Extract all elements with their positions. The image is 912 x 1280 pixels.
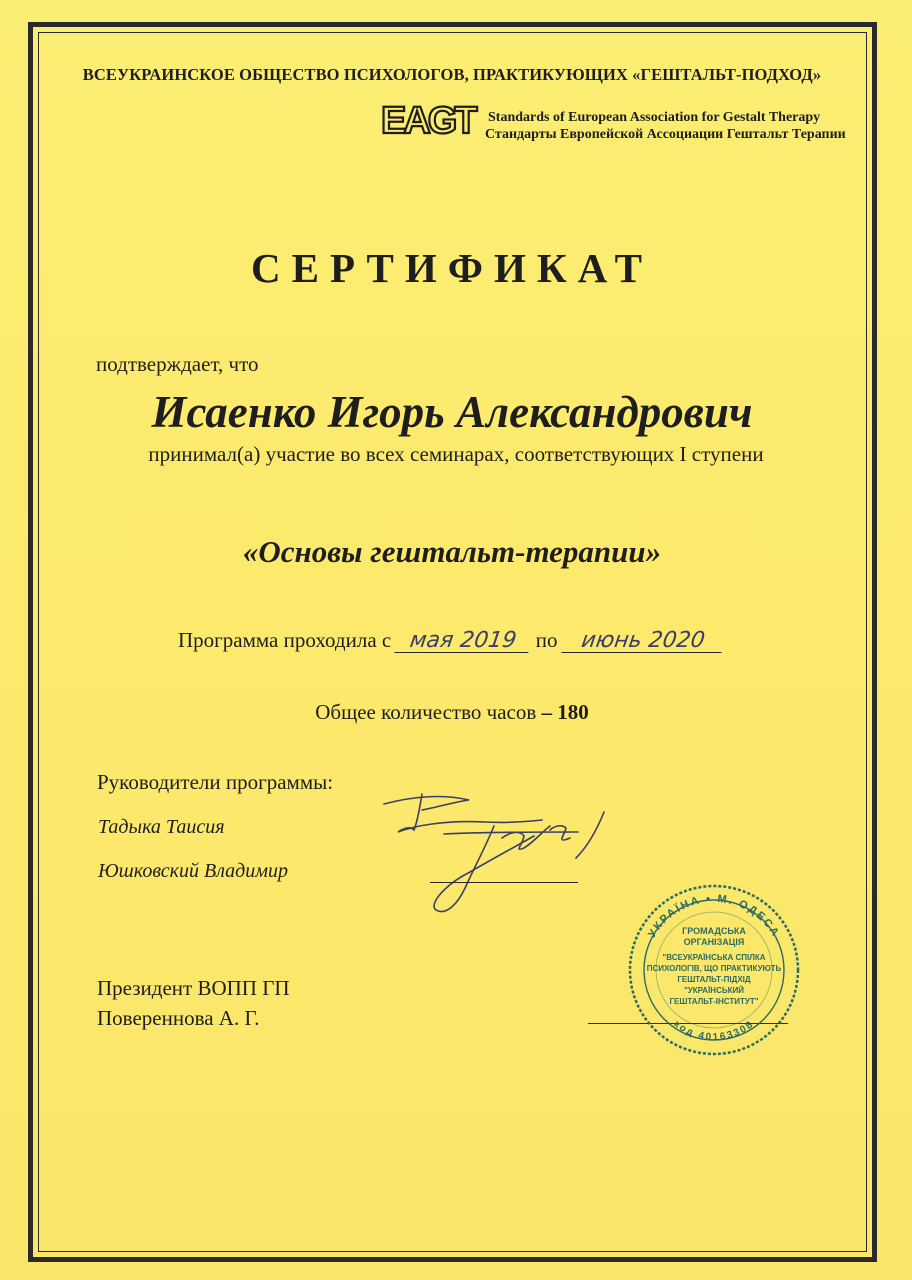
leader-name: Тадыка Таисия: [98, 816, 225, 838]
leader-name: Юшковский Владимир: [98, 860, 289, 882]
seal-line: ГЕШТАЛЬТ-ІНСТИТУТ": [669, 997, 759, 1006]
total-hours: [0, 700, 904, 725]
recipient-name: Исаенко Игорь Александрович: [151, 387, 753, 437]
hours-dash: –: [541, 700, 553, 724]
organization-name: ВСЕУКРАИНСКОЕ ОБЩЕСТВО ПСИХОЛОГОВ, ПРАКТИКУЮЩИХ «ГЕШТАЛЬТ-ПОДХОД»: [82, 65, 822, 84]
hours-value: 180: [557, 700, 589, 724]
seal-line: "ВСЕУКРАЇНСЬКА СПІЛКА: [662, 953, 766, 962]
president-title: Президент ВОПП ГП: [97, 976, 290, 1000]
seal-line: ОРГАНІЗАЦІЯ: [683, 937, 745, 947]
eagt-logo-icon: [379, 100, 483, 140]
program-prefix: Программа проходила с: [178, 628, 392, 652]
seal-outer-bottom: код 40163308: [671, 1018, 757, 1044]
seal-line: ПСИХОЛОГІВ, ЩО ПРАКТИКУЮТЬ: [646, 964, 782, 973]
program-end-handwritten: июнь 2020: [561, 630, 724, 653]
program-mid: по: [535, 628, 558, 652]
signature-line: [430, 882, 578, 883]
handwritten-signature-icon: [374, 786, 624, 926]
hours-label: Общее количество часов: [315, 700, 537, 724]
svg-text:EAGT: EAGT: [381, 100, 475, 140]
standards-english: Standards of European Association for Gestalt Therapy: [488, 110, 821, 125]
certificate-heading: СЕРТИФИКАТ: [251, 245, 653, 291]
participation-text: принимал(а) участие во всех семинарах, соответствующих I ступени: [148, 442, 764, 466]
program-dates: [178, 628, 723, 653]
seal-line: ГРОМАДСЬКА: [682, 926, 746, 936]
svg-text:код 40163308: [671, 1019, 756, 1044]
leaders-title: Руководители программы:: [97, 770, 334, 794]
president-name: Повереннова А. Г.: [97, 1006, 260, 1030]
seal-line: ГЕШТАЛЬТ-ПІДХІД: [677, 975, 751, 984]
stamp-seal-icon: [624, 882, 804, 1058]
program-start-handwritten: мая 2019: [395, 630, 532, 653]
confirms-text: подтверждает, что: [96, 352, 259, 376]
seal-line: "УКРАЇНСЬКИЙ: [684, 986, 744, 995]
seal-outer-top: УКРАЇНА • М. ОДЕСА: [646, 892, 782, 940]
course-title: «Основы гештальт-терапии»: [242, 534, 662, 569]
standards-russian: Стандарты Европейской Ассоциации Гештальт Терапии: [485, 127, 846, 142]
